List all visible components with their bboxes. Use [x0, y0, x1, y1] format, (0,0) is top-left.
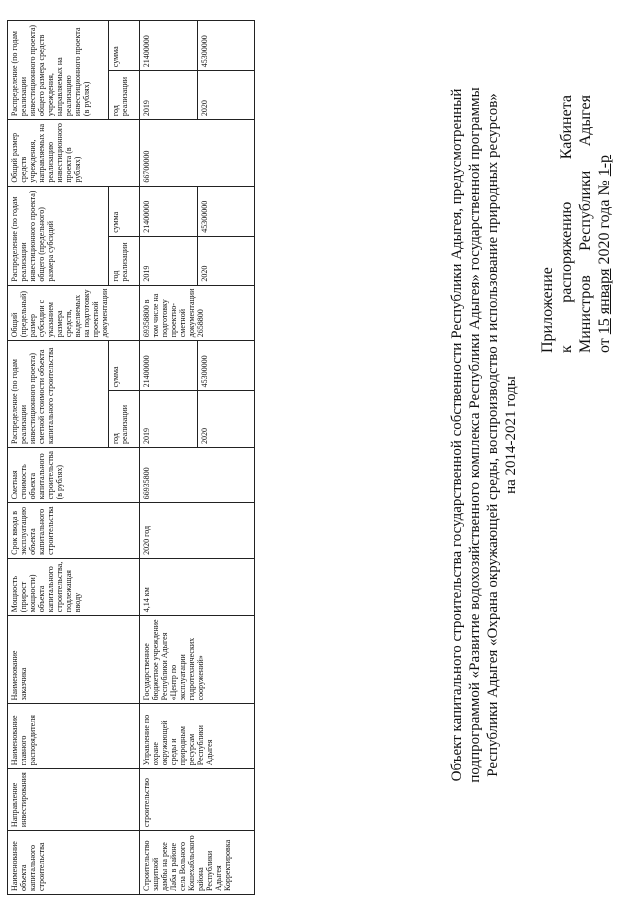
appendix-word: распоряжению	[558, 201, 575, 303]
appendix-line-2	[557, 95, 576, 353]
appendix-day: 15	[596, 318, 613, 335]
cell-year: 2019	[140, 71, 198, 120]
appendix-title: Приложение	[539, 267, 556, 353]
cell-year: 2020	[197, 236, 255, 285]
subheader-year: год реализации	[109, 391, 140, 448]
cell-chief-manager: Управление по охране окружающей среды и природным ресурсам Республики Адыгея	[140, 704, 255, 769]
header-chief-manager: Наименование главного распорядителя	[8, 704, 140, 769]
cell-estimated-cost: 66935800	[140, 448, 255, 503]
header-customer: Наименование заказчика	[8, 616, 140, 704]
header-total-own-funds: Общий размер средств учреждения, направляемых на реализацию инвестиционного проекта (в рублях)	[8, 120, 140, 187]
title-line: подпрограммой «Развитие водохозяйственного комплекса Республики Адыгея» государственной программы	[467, 87, 483, 783]
title-line: Республики Адыгея «Охрана окружающей среды, воспроизводство и использование природных ресурсов»	[485, 93, 501, 777]
appendix-line-4	[595, 23, 614, 353]
appendix-line-3	[576, 95, 595, 353]
cell-sum: 45300000	[197, 341, 255, 391]
appendix-word: Адыгея	[577, 95, 594, 147]
header-object-name: Наименование объекта капитального строительства	[8, 831, 140, 895]
appendix-word: от	[596, 338, 613, 353]
cell-deadline: 2020 год	[140, 503, 255, 558]
table-header-row	[8, 21, 109, 895]
cell-total-own-funds: 66700000	[140, 120, 255, 187]
document-title	[448, 55, 520, 815]
appendix-word: Кабинета	[558, 95, 575, 160]
header-direction: Направление инвестирования	[8, 769, 140, 831]
appendix-word: Министров	[577, 275, 594, 353]
table-row	[140, 21, 198, 895]
cell-sum: 21400000	[140, 341, 198, 391]
subheader-year: год реализации	[109, 71, 140, 120]
cell-year: 2019	[140, 236, 198, 285]
header-capacity: Мощность (прирост мощности) объекта капитального строительства, подлежащая вводу	[8, 558, 140, 615]
cell-year: 2020	[197, 71, 255, 120]
title-line: на 2014-2021 годы	[503, 376, 519, 494]
header-deadline: Срок ввода в эксплуатацию объекта капитального строительства	[8, 503, 140, 558]
title-line: Объект капитального строительства государственной собственности Республики Адыгея, предусмотренный	[449, 88, 465, 782]
cell-year: 2020	[197, 391, 255, 448]
appendix-year: 2020 года №	[596, 180, 613, 265]
cell-direction: строительство	[140, 769, 255, 831]
cell-object-name: Строительство защитной дамбы на реке Лаба в районе села Вольного Кошехабльского района Республики Адыгея Корректировка	[140, 831, 255, 895]
header-estimated-cost: Сметная стоимость объекта капитального строительства (в рублях)	[8, 448, 140, 503]
cell-total-limit: 69358800 в том числе на подготовку проектно-сметной документации 2658800	[140, 285, 255, 341]
cell-sum: 45300000	[197, 186, 255, 236]
header-distribution-own: Распределение (по годам реализации инвестиционного проекта) общего размера средств учреждения, направляемых на реализацию инвестиционного проекта (в рублях)	[8, 21, 109, 120]
appendix-block	[538, 23, 614, 353]
subheader-sum: сумма	[109, 341, 140, 391]
cell-sum: 45300000	[197, 21, 255, 71]
objects-table	[7, 20, 255, 895]
appendix-word: к	[558, 345, 575, 353]
cell-sum: 21400000	[140, 186, 198, 236]
subheader-sum: сумма	[109, 21, 140, 71]
appendix-word: Республики	[577, 170, 594, 251]
appendix-line-1	[538, 23, 557, 353]
header-total-limit: Общий (предельный) размер субсидии с указанием размера средств, выделяемых на подготовку проектной документации	[8, 285, 140, 341]
header-distribution-limit: Распределение (по годам реализации инвестиционного проекта) общего (предельного) размера субсидий	[8, 186, 109, 285]
cell-customer: Государственное бюджетное учреждение Республики Адыгея «Центр по эксплуатации гидротехнических сооружений»	[140, 616, 255, 704]
subheader-year: год реализации	[109, 236, 140, 285]
header-distribution-estimated: Распределение (по годам реализации инвестиционного проекта) сметной стоимости объекта капитального строительства	[8, 341, 109, 448]
cell-year: 2019	[140, 391, 198, 448]
cell-sum: 21400000	[140, 21, 198, 71]
subheader-sum: сумма	[109, 186, 140, 236]
appendix-number: 1-р	[596, 154, 613, 177]
appendix-month: января	[596, 268, 613, 315]
cell-capacity: 4,14 км	[140, 558, 255, 615]
